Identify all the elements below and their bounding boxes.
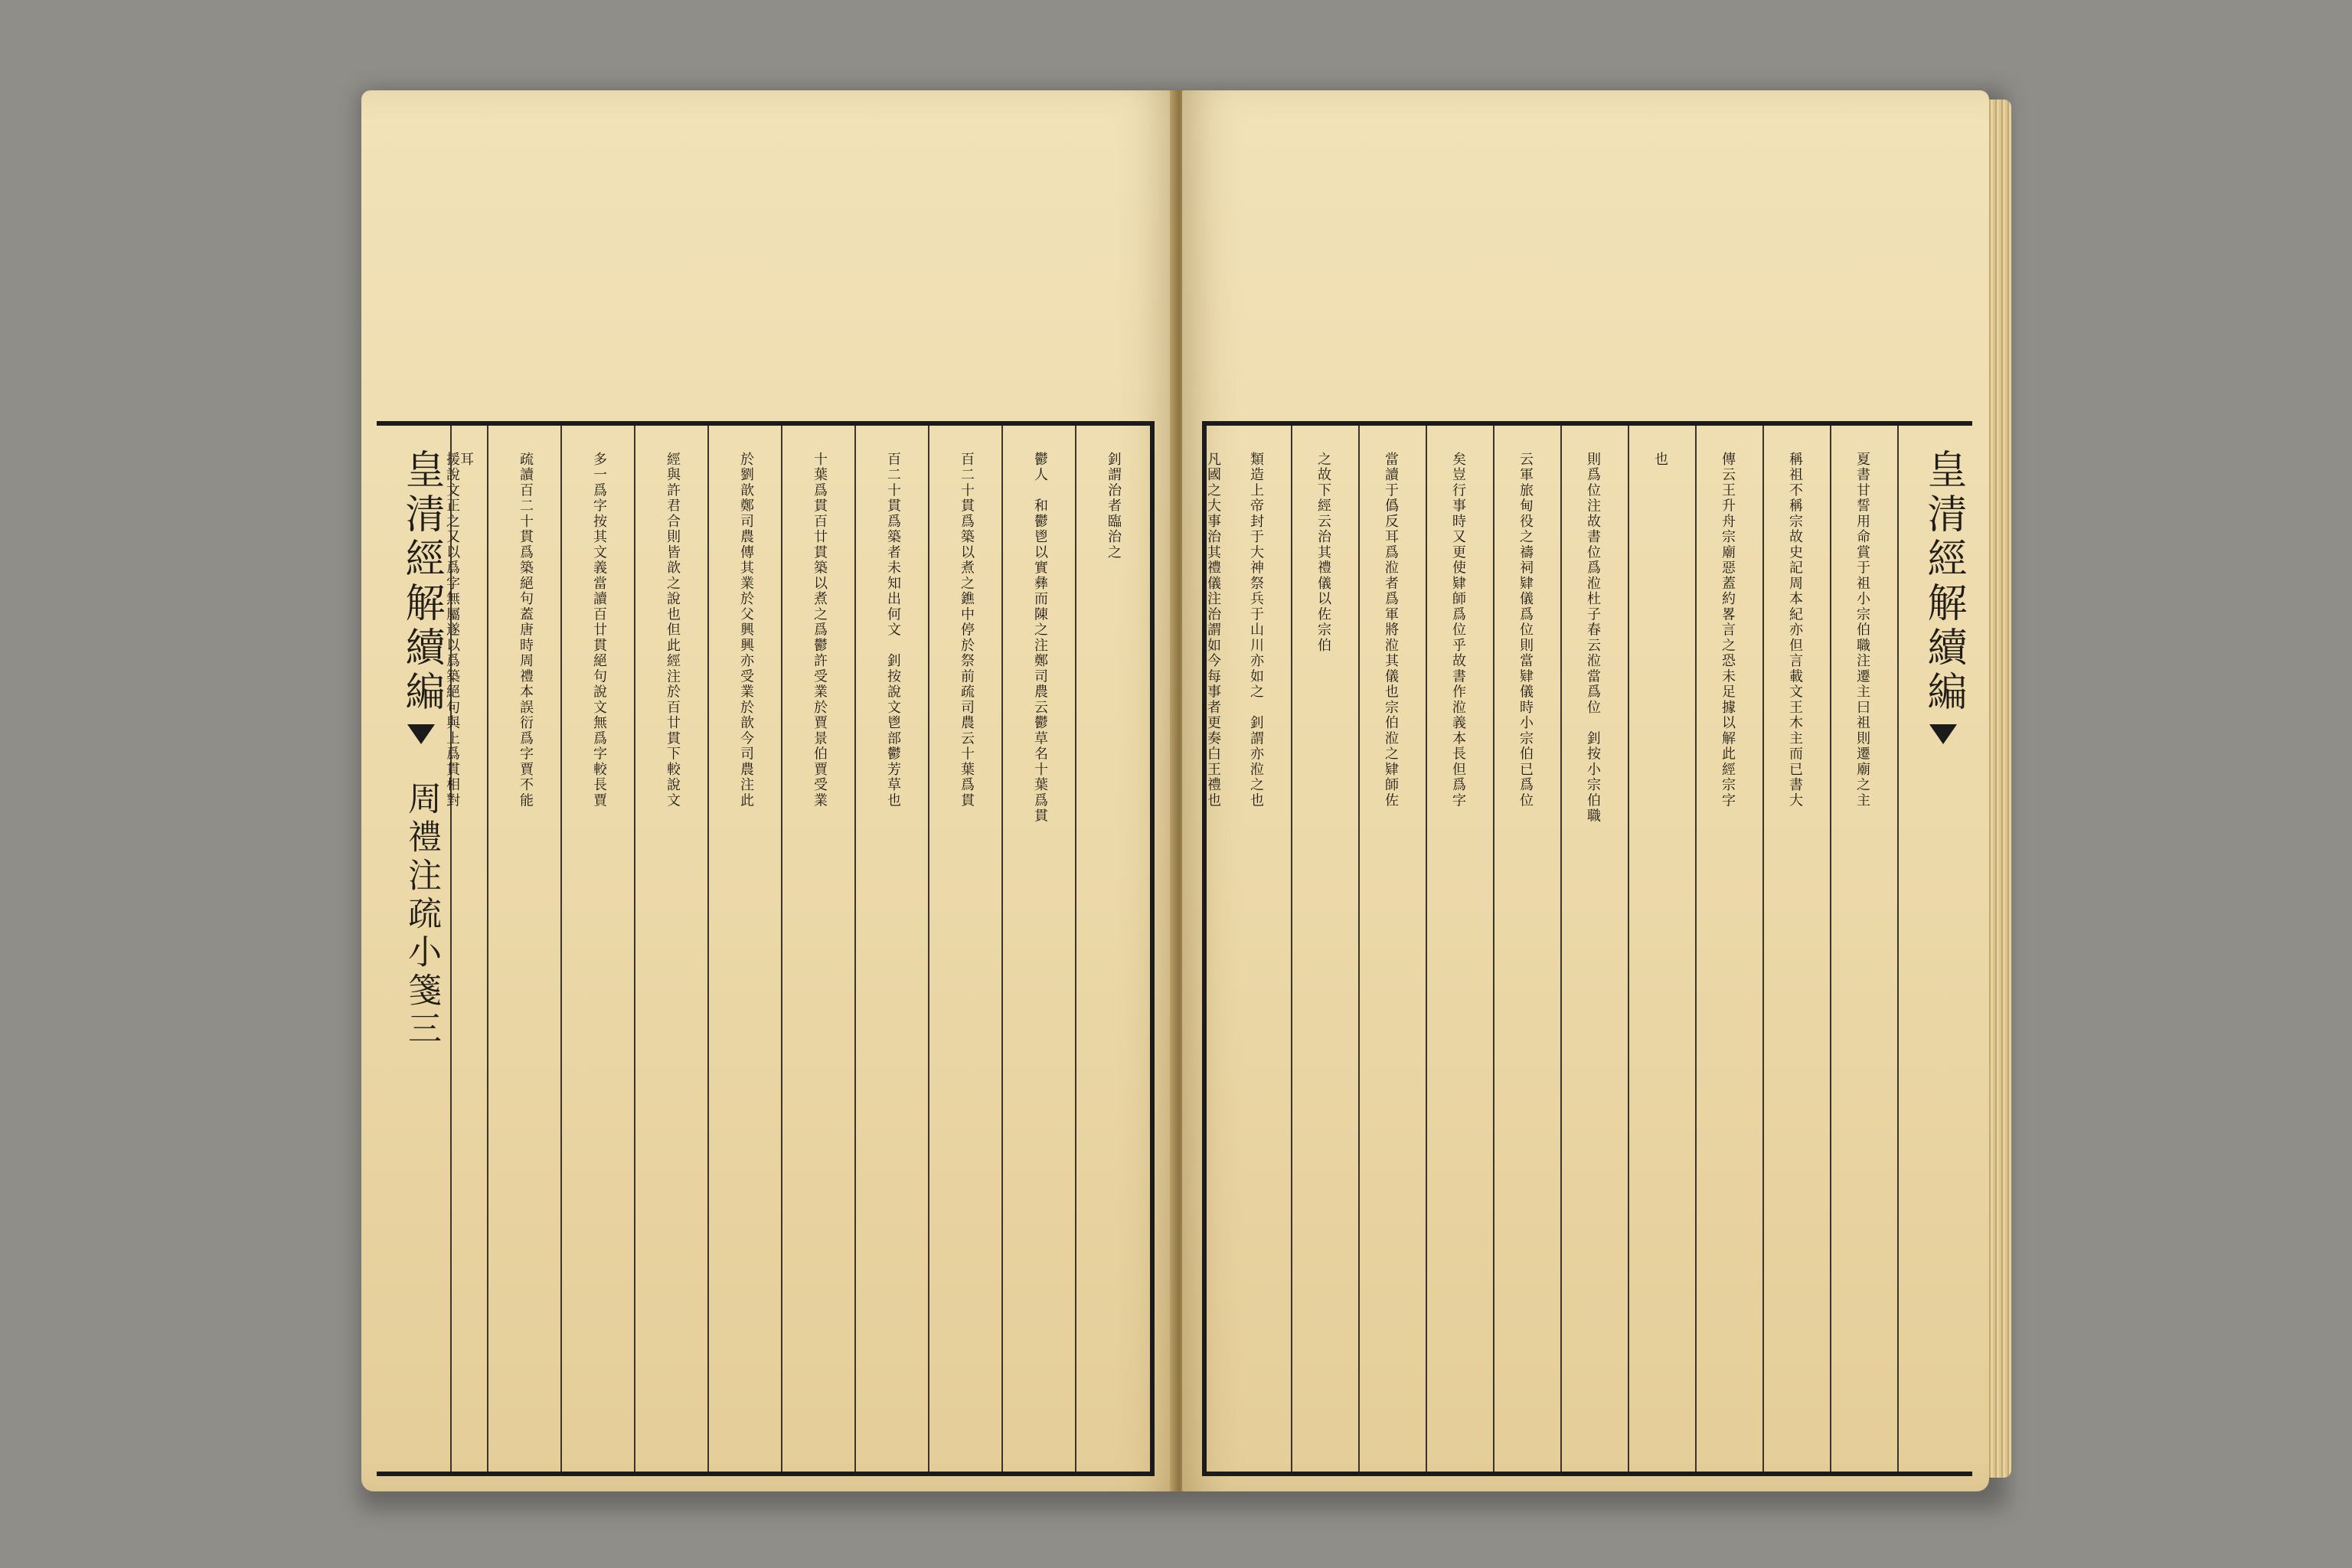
left-page [361, 90, 1176, 1491]
right-banxin [1899, 426, 1972, 1472]
left-column-11: 耳 [458, 452, 474, 468]
right-text-frame [1202, 421, 1972, 1476]
right-column-9: 之故下經云治其禮儀以佐宗伯 [1315, 452, 1331, 654]
left-banxin-title: 皇清經解續編 [398, 449, 444, 715]
left-column-1: 釗謂治者臨治之 [1106, 452, 1122, 560]
right-column-7: 矣豈行事時又更使肄師爲位乎故書作涖義本長但爲字 [1450, 452, 1466, 808]
right-column-4: 也 [1652, 452, 1668, 468]
left-column-6: 於劉歆鄭司農傳其業於父興興亦受業於歆今司農注此 [738, 452, 754, 808]
right-column-11: 凡國之大事治其禮儀注治謂如今每事者更奏白王禮也 [1205, 452, 1221, 808]
left-banxin-section: 周禮注疏小箋三 [402, 781, 441, 1049]
left-column-2: 鬱人 和鬱鬯以實彝而陳之注鄭司農云鬱草名十葉爲貫 [1032, 452, 1048, 824]
fish-tail-mark [1929, 724, 1957, 744]
right-column-1: 夏書甘誓用命賞于祖小宗伯職注遷主曰祖則遷廟之主 [1854, 452, 1870, 808]
right-column-8: 當讀于僞反耳爲涖者爲軍將涖其儀也宗伯涖之肄師佐 [1383, 452, 1399, 808]
right-column-5: 則爲位注故書位爲涖杜子春云涖當爲位 釗按小宗伯職 [1585, 452, 1601, 824]
left-column-5: 十葉爲貫百廿貫築以煮之爲鬱許受業於賈景伯賈受業 [812, 452, 828, 808]
left-column-9: 疏讀百二十貫爲築絕句蓋唐時周禮本誤衍爲字賈不能 [518, 452, 534, 808]
left-column-8: 多一爲字按其文義當讀百廿貫絕句說文無爲字較長賈 [591, 452, 607, 808]
right-banxin-title: 皇清經解續編 [1920, 449, 1966, 715]
left-column-4: 百二十貫爲築者未知出何文 釗按說文鬯部鬱芳草也 [885, 452, 901, 808]
left-column-7: 經與許君合則皆歆之說也但此經注於百廿貫下較說文 [665, 452, 681, 808]
left-column-3: 百二十貫爲築以煮之鐎中停於祭前疏司農云十葉爲貫 [959, 452, 975, 808]
right-column-10: 類造上帝封于大神祭兵于山川亦如之 釗謂亦涖之也 [1248, 452, 1264, 808]
right-column-6: 云軍旅甸役之禱祠肄儀爲位則當肄儀時小宗伯已爲位 [1517, 452, 1534, 808]
left-text-frame [377, 421, 1155, 1476]
right-column-3: 傳云王升舟宗廟惡蓋約畧言之恐未足據以解此經宗字 [1720, 452, 1736, 808]
right-page [1182, 90, 1989, 1491]
right-column-2: 稱祖不稱宗故史記周本紀亦但言載文王木主而已書大 [1787, 452, 1803, 808]
left-column-10: 援說文正之又以爲字無屬遂以爲築絕句與上爲貫相對 [444, 452, 460, 808]
